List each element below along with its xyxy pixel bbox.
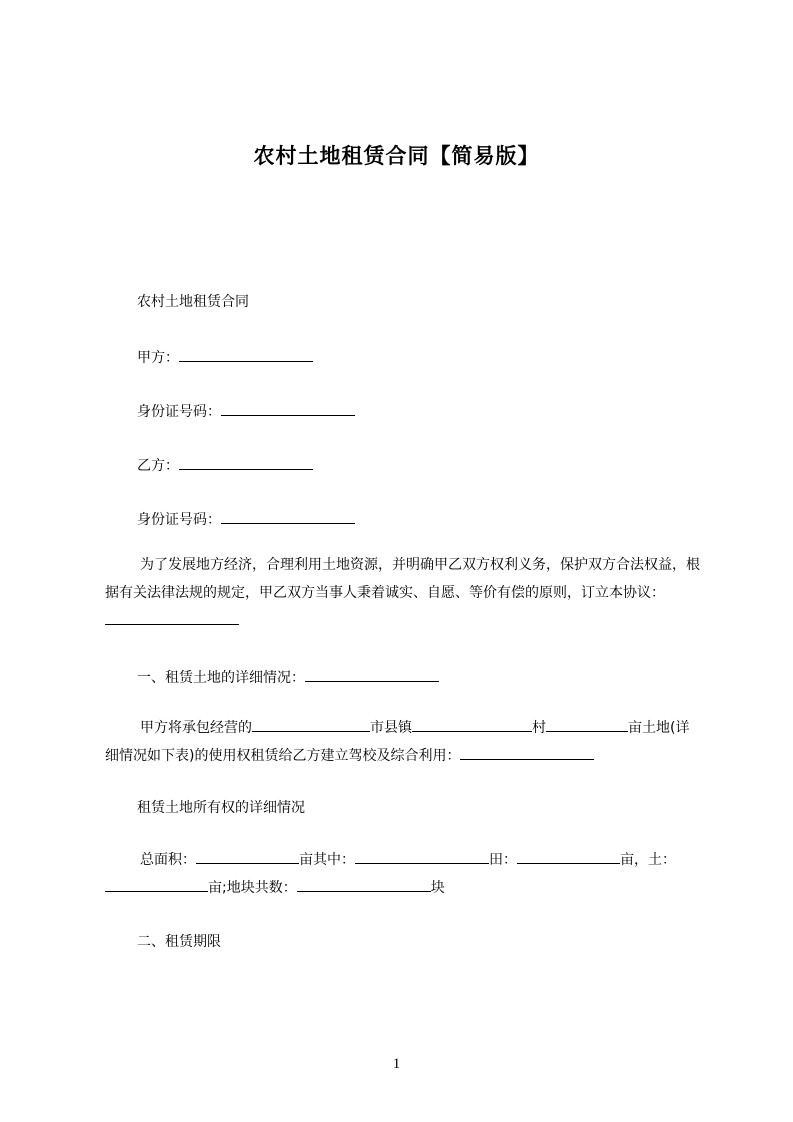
party-a-blank <box>179 346 313 362</box>
clause1-text-4: 亩土地(详细情况如下表)的使用权租赁给乙方建立驾校及综合利用： <box>105 720 690 764</box>
party-a-label: 甲方： <box>137 350 179 366</box>
section1-blank <box>305 666 439 682</box>
preamble-blank <box>105 609 239 625</box>
section2-title: 二、租赁期限 <box>137 934 221 950</box>
preamble-paragraph <box>105 551 700 635</box>
area-text-3: 田： <box>489 852 517 868</box>
party-a-id-line <box>137 400 355 422</box>
area-text-5: 亩;地块共数： <box>208 880 297 896</box>
party-b-id-label: 身份证号码： <box>137 512 221 528</box>
party-a-id-label: 身份证号码： <box>137 404 221 420</box>
party-b-id-blank <box>221 508 355 524</box>
area-text-6: 块 <box>430 880 445 896</box>
clause1-text-2: 市县镇 <box>370 720 412 736</box>
party-a-line <box>137 346 313 368</box>
area-plots-blank <box>297 876 431 892</box>
clause1-blank-2 <box>412 716 532 732</box>
preamble-text: 为了发展地方经济，合理利用土地资源，并明确甲乙双方权利义务，保护双方合法权益，根据有关法律法规的规定，甲乙双方当事人秉着诚实、自愿、等价有偿的原则，订立本协议： <box>105 557 700 601</box>
clause1-text-1: 甲方将承包经营的 <box>140 720 252 736</box>
clause1-blank-1 <box>252 716 370 732</box>
ownership-title: 租赁土地所有权的详细情况 <box>137 800 305 816</box>
area-text-2: 亩其中： <box>299 852 355 868</box>
area-soil-blank <box>105 876 208 892</box>
party-b-label: 乙方： <box>137 458 179 474</box>
area-among-blank <box>355 848 489 864</box>
party-a-id-blank <box>221 400 355 416</box>
area-field-blank <box>517 848 620 864</box>
party-b-blank <box>179 454 313 470</box>
area-total-blank <box>196 848 299 864</box>
clause1-blank-4 <box>460 744 594 760</box>
clause1-text-3: 村 <box>532 720 546 736</box>
area-text-4: 亩，土： <box>620 852 676 868</box>
section1-line <box>137 666 439 688</box>
area-text-1: 总面积： <box>140 852 196 868</box>
party-b-id-line <box>137 508 355 530</box>
document-title: 农村土地租赁合同【简易版】 <box>253 144 540 168</box>
clause1-paragraph <box>105 714 700 770</box>
contract-heading: 农村土地租赁合同 <box>137 294 249 310</box>
page-number: 1 <box>392 1056 401 1072</box>
party-b-line <box>137 454 313 476</box>
section1-title: 一、租赁土地的详细情况： <box>137 670 305 686</box>
area-paragraph <box>105 846 700 902</box>
clause1-blank-3 <box>546 716 628 732</box>
